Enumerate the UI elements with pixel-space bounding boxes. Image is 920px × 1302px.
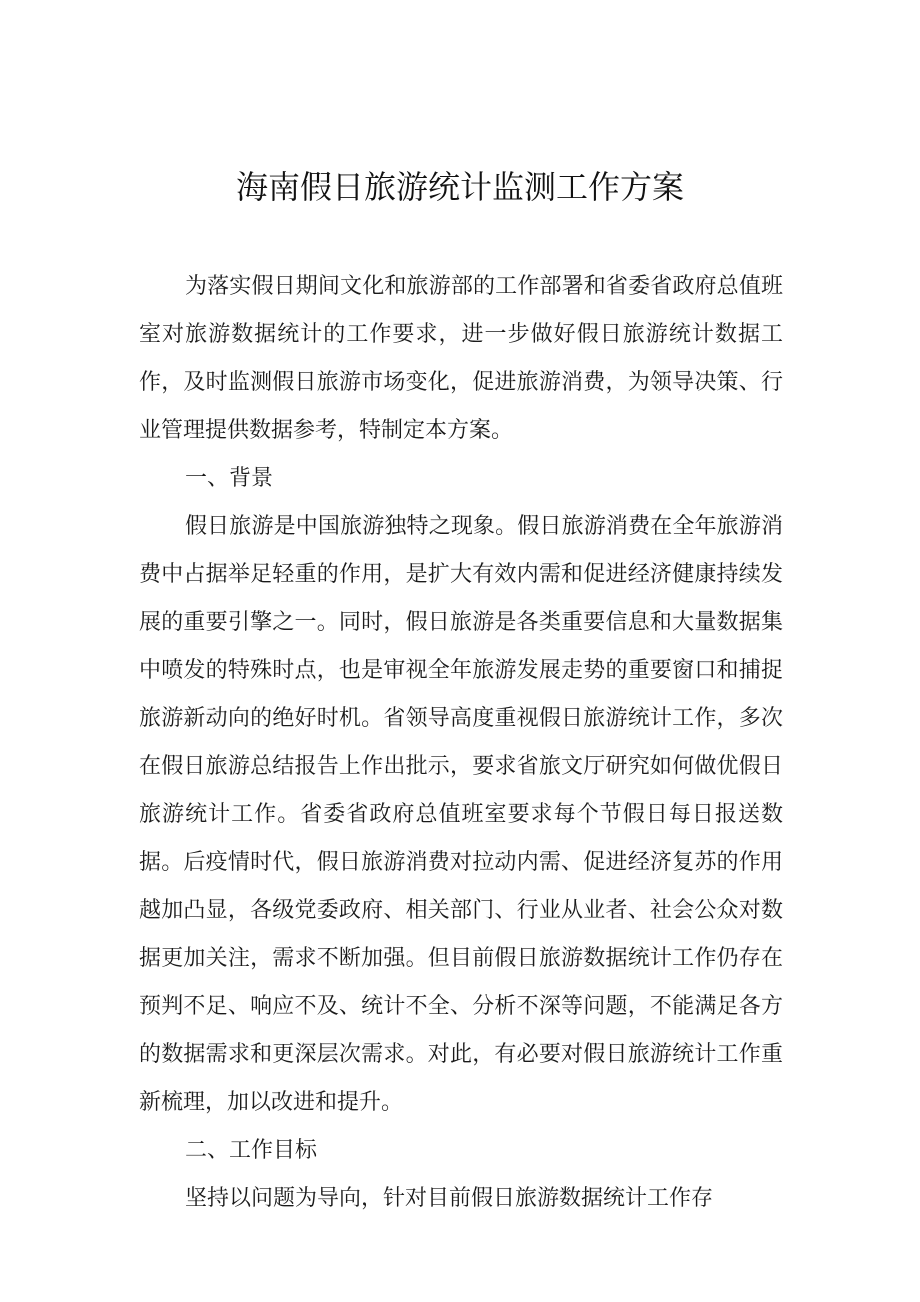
goals-paragraph: 坚持以问题为导向，针对目前假日旅游数据统计工作存	[185, 1186, 714, 1211]
intro-paragraph: 为落实假日期间文化和旅游部的工作部署和省委省政府总值班室对旅游数据统计的工作要求，进一步做好假日旅游统计数据工作，及时监测假日旅游市场变化，促进旅游消费，为领导决策、行业管理提供数据参考，特制定本方案。	[139, 274, 783, 443]
document-title: 海南假日旅游统计监测工作方案	[235, 168, 684, 206]
section-heading-background: 一、背景	[185, 466, 274, 491]
background-paragraph: 假日旅游是中国旅游独特之现象。假日旅游消费在全年旅游消费中占据举足轻重的作用，是扩大有效内需和促进经济健康持续发展的重要引擎之一。同时，假日旅游是各类重要信息和大量数据集中喷发的特殊时点，也是审视全年旅游发展走势的重要窗口和捕捉旅游新动向的绝好时机。省领导高度重视假日旅游统计工作，多次在假日旅游总结报告上作出批示，要求省旅文厅研究如何做优假日旅游统计工作。省委省政府总值班室要求每个节假日每日报送数据。后疫情时代，假日旅游消费对拉动内需、促进经济复苏的作用越加凸显，各级党委政府、相关部门、行业从业者、社会公众对数据更加关注，需求不断加强。但目前假日旅游数据统计工作仍存在预判不足、响应不及、统计不全、分析不深等问题，不能满足各方的数据需求和更深层次需求。对此，有必要对假日旅游统计工作重新梳理，加以改进和提升。	[139, 514, 783, 1115]
section-heading-goals: 二、工作目标	[185, 1138, 318, 1163]
document-body	[139, 263, 783, 1223]
